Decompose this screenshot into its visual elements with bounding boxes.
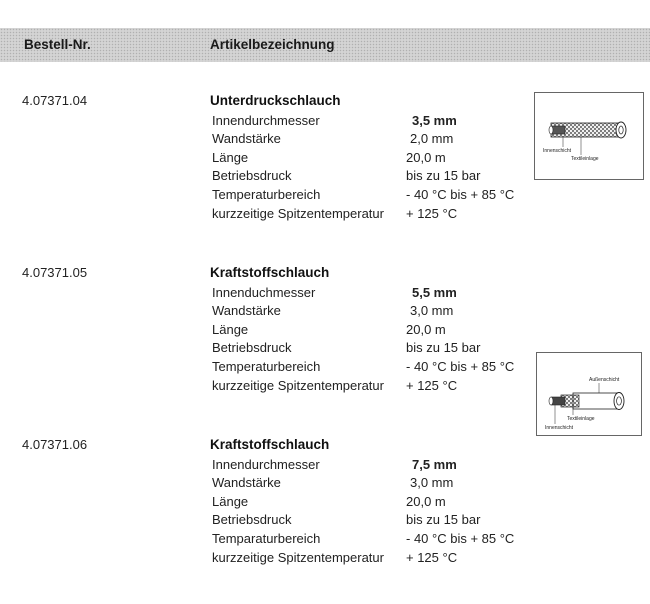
spec-value-wall-thickness: 3,0 mm bbox=[410, 303, 454, 318]
spec-value-wall-thickness: 2,0 mm bbox=[410, 131, 454, 146]
figure-label-outer-layer: Außenschicht bbox=[589, 377, 620, 383]
spec-label-wall-thickness: Wandstärke bbox=[212, 303, 281, 318]
order-number: 4.07371.04 bbox=[22, 93, 88, 108]
column-header-article-description: Artikelbezeichnung bbox=[210, 37, 335, 52]
spec-value-inner-diameter: 3,5 mm bbox=[412, 113, 457, 128]
spec-label-length: Länge bbox=[212, 322, 249, 337]
spec-value-inner-diameter: 7,5 mm bbox=[412, 457, 457, 472]
spec-value-operating-pressure: bis zu 15 bar bbox=[406, 340, 481, 355]
spec-label-peak-temperature: kurzzeitige Spitzentemperatur bbox=[212, 206, 384, 221]
spec-value-operating-pressure: bis zu 15 bar bbox=[406, 168, 481, 183]
spec-label-operating-pressure: Betriebsdruck bbox=[212, 340, 292, 355]
spec-value-length: 20,0 m bbox=[406, 150, 446, 165]
order-number: 4.07371.05 bbox=[22, 265, 88, 280]
spec-value-length: 20,0 m bbox=[406, 494, 446, 509]
spec-label-length: Länge bbox=[212, 150, 249, 165]
figure-label-textile-layer: Textileinlage bbox=[571, 156, 599, 162]
spec-label-operating-pressure: Betriebsdruck bbox=[212, 512, 292, 527]
spec-value-temperature-range: - 40 °C bis + 85 °C bbox=[406, 359, 515, 374]
spec-label-temperature-range: Temperaturbereich bbox=[212, 187, 321, 202]
spec-value-peak-temperature: + 125 °C bbox=[406, 550, 458, 565]
spec-value-inner-diameter: 5,5 mm bbox=[412, 285, 457, 300]
spec-value-peak-temperature: + 125 °C bbox=[406, 206, 458, 221]
column-header-order-number: Bestell-Nr. bbox=[24, 37, 91, 52]
spec-label-inner-diameter: Innendurchmesser bbox=[212, 113, 320, 128]
vacuum-hose-illustration bbox=[534, 92, 644, 180]
article-title: Unterdruckschlauch bbox=[210, 93, 341, 108]
spec-label-inner-diameter: Innendurchmesser bbox=[212, 457, 320, 472]
spec-value-length: 20,0 m bbox=[406, 322, 446, 337]
spec-label-wall-thickness: Wandstärke bbox=[212, 475, 281, 490]
spec-label-peak-temperature: kurzzeitige Spitzentemperatur bbox=[212, 378, 384, 393]
figure-label-inner-layer: Innenschicht bbox=[543, 148, 572, 154]
spec-value-temperature-range: - 40 °C bis + 85 °C bbox=[406, 531, 515, 546]
spec-label-length: Länge bbox=[212, 494, 249, 509]
article-title: Kraftstoffschlauch bbox=[210, 265, 330, 280]
spec-label-peak-temperature: kurzzeitige Spitzentemperatur bbox=[212, 550, 384, 565]
spec-label-temperature-range: Temparaturbereich bbox=[212, 531, 321, 546]
fuel-hose-illustration bbox=[536, 352, 642, 436]
spec-label-inner-diameter: Innenduchmesser bbox=[212, 285, 316, 300]
order-number: 4.07371.06 bbox=[22, 437, 88, 452]
spec-label-temperature-range: Temperaturbereich bbox=[212, 359, 321, 374]
spec-label-operating-pressure: Betriebsdruck bbox=[212, 168, 292, 183]
figure-label-textile-layer: Textileinlage bbox=[567, 416, 595, 422]
spec-value-operating-pressure: bis zu 15 bar bbox=[406, 512, 481, 527]
spec-value-wall-thickness: 3,0 mm bbox=[410, 475, 454, 490]
spec-value-temperature-range: - 40 °C bis + 85 °C bbox=[406, 187, 515, 202]
article-title: Kraftstoffschlauch bbox=[210, 437, 330, 452]
figure-label-inner-layer: Innenschicht bbox=[545, 425, 574, 431]
spec-value-peak-temperature: + 125 °C bbox=[406, 378, 458, 393]
spec-label-wall-thickness: Wandstärke bbox=[212, 131, 281, 146]
